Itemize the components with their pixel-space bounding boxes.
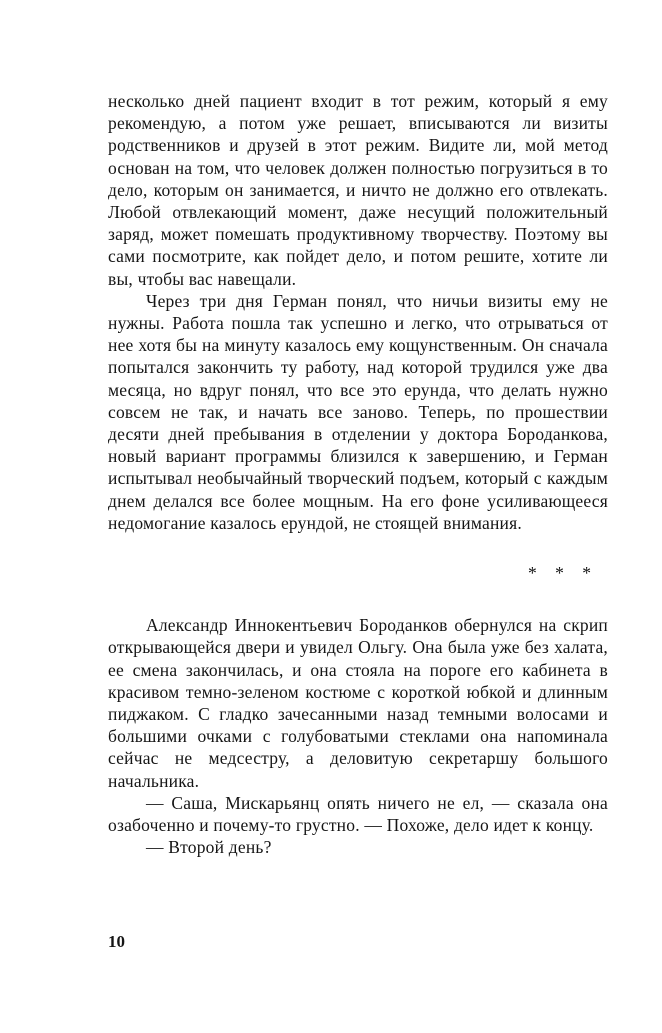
page-number: 10 xyxy=(108,932,125,951)
paragraph: Через три дня Герман понял, что ничьи визиты ему не нужны. Работа пошла так успешно и легко, что отрываться от нее хотя бы на минуту казалось ему кощунственным. Он сначала попытался закончить ту работу, над которой трудился уже два месяца, но вдруг понял, что все это ерунда, что делать нужно совсем не так, и начать все заново. Теперь, по прошествии десяти дней пребывания в отделении у доктора Бороданкова, новый вариант программы близился к завершению, и Герман испытывал необычайный творческий подъем, который с каждым днем делался все более мощным. На его фоне усиливающееся недомогание казалось ерундой, не стоящей внимания. xyxy=(108,290,608,533)
paragraph: Александр Иннокентьевич Бороданков обернулся на скрип открывающейся двери и увидел Ольгу. Она была уже без халата, ее смена закончилась, и она стояла на пороге его кабинета в красивом темно-зеленом костюме с короткой юбкой и длинным пиджаком. С гладко зачесанными назад темными волосами и большими очками с голубоватыми стеклами она напоминала сейчас не медсестру, а деловитую секретаршу большого начальника. xyxy=(108,615,608,791)
dialogue-line: — Второй день? xyxy=(146,837,272,858)
paragraph-continuation: несколько дней пациент входит в тот режим, который я ему рекомендую, а потом уже решает, вписываются ли визиты родственников и друзей в этот режим. Видите ли, мой метод основан на том, что человек должен полностью погрузиться в то дело, которым он занимается, и ничто не должно его отвлекать. Любой отвлекающий момент, даже несущий положительный заряд, может помешать продуктивному творчеству. Поэтому вы сами посмотрите, как пойдет дело, и потом решите, хотите ли вы, чтобы вас навещали. xyxy=(108,91,608,289)
dialogue-line: — Саша, Мискарьянц опять ничего не ел, — сказала она озабоченно и почему-то грустно. — Похоже, дело идет к концу. xyxy=(108,792,608,836)
page-text xyxy=(108,90,608,859)
section-separator: * * * xyxy=(528,563,598,584)
